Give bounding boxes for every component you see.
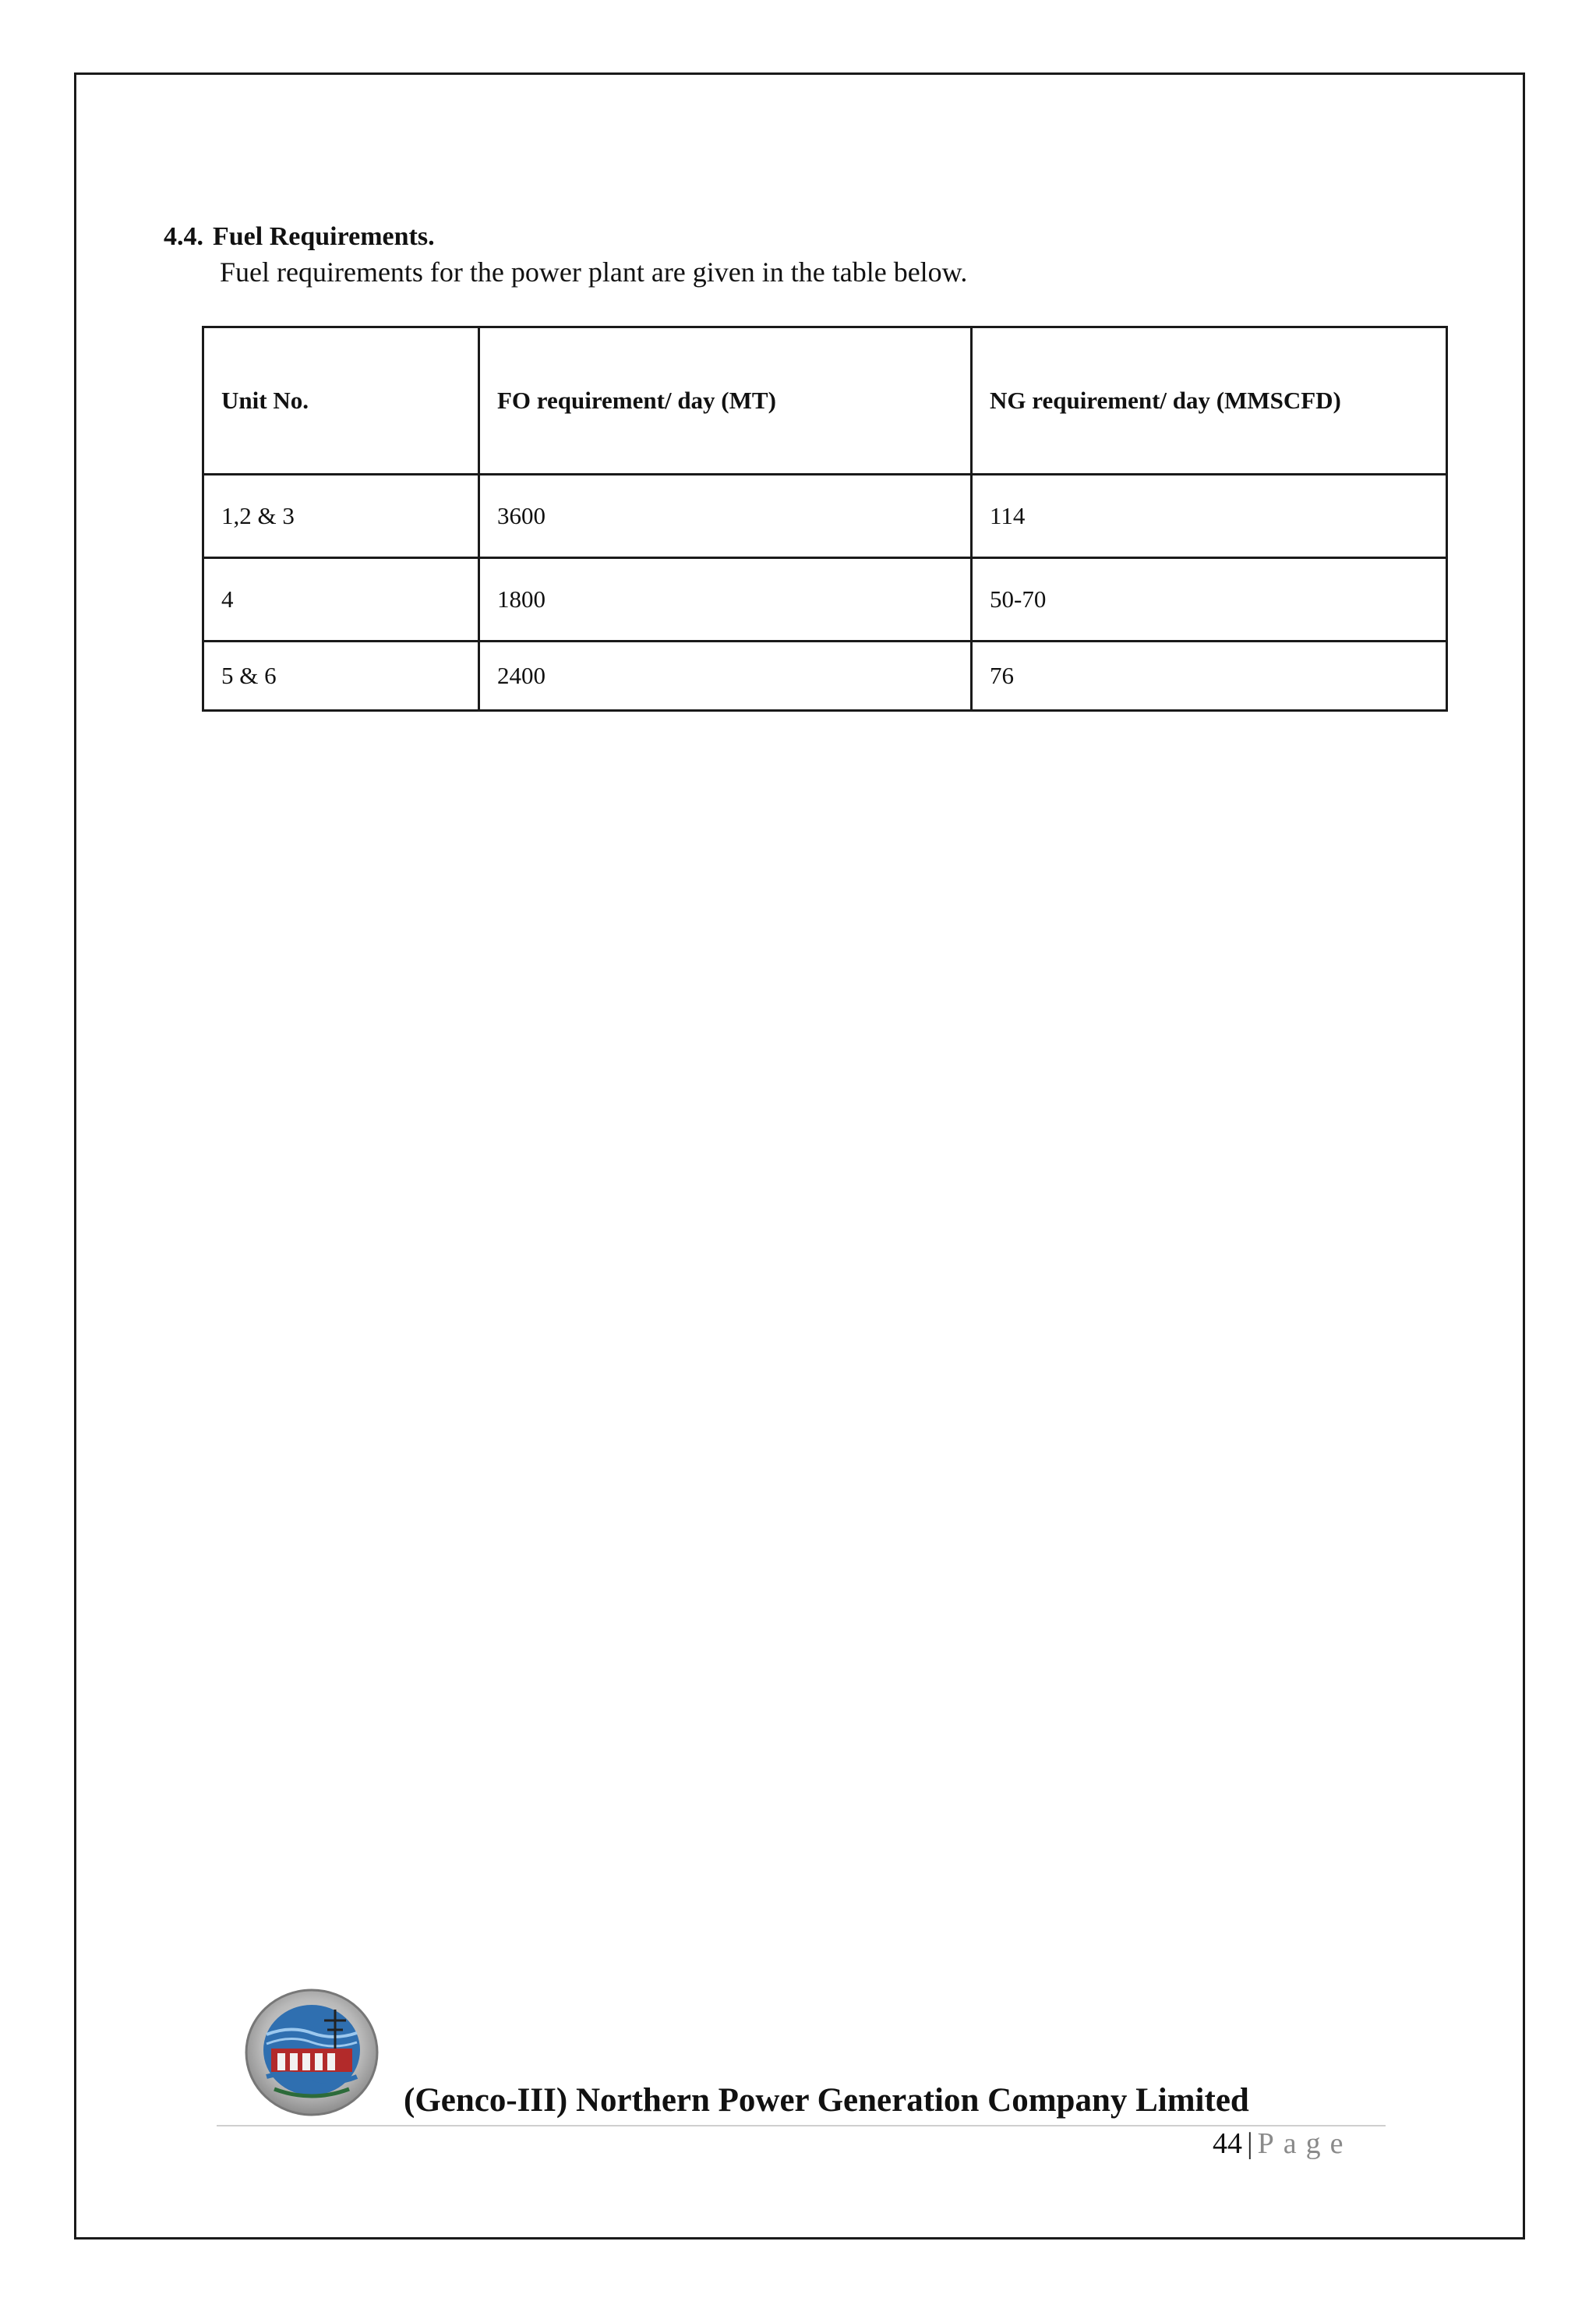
cell-ng: 76	[972, 642, 1447, 711]
header-unit-no: Unit No.	[203, 327, 479, 475]
page-number-value: 44	[1213, 2127, 1242, 2160]
header-ng-requirement: NG requirement/ day (MMSCFD)	[972, 327, 1447, 475]
cell-unit: 5 & 6	[203, 642, 479, 711]
table-header-row	[203, 327, 1447, 475]
table-row	[203, 642, 1447, 711]
cell-unit: 1,2 & 3	[203, 475, 479, 558]
table-row	[203, 558, 1447, 642]
table-row	[203, 475, 1447, 558]
section-heading	[164, 220, 435, 254]
page-number-separator: |	[1247, 2127, 1253, 2160]
page-number	[1213, 2125, 1352, 2162]
cell-fo: 3600	[479, 475, 972, 558]
section-number: 4.4.	[164, 222, 203, 251]
header-fo-requirement: FO requirement/ day (MT)	[479, 327, 972, 475]
cell-fo: 1800	[479, 558, 972, 642]
fuel-requirements-table	[202, 326, 1448, 712]
section-intro: Fuel requirements for the power plant are given in the table below.	[220, 256, 968, 288]
cell-ng: 50-70	[972, 558, 1447, 642]
company-logo-icon	[243, 1986, 380, 2119]
page-word: Page	[1257, 2127, 1353, 2160]
footer-company-name: (Genco-III) Northern Power Generation Company Limited	[404, 2082, 1249, 2119]
footer-divider	[217, 2125, 1386, 2126]
section-title: Fuel Requirements.	[213, 222, 435, 251]
cell-unit: 4	[203, 558, 479, 642]
cell-ng: 114	[972, 475, 1447, 558]
cell-fo: 2400	[479, 642, 972, 711]
